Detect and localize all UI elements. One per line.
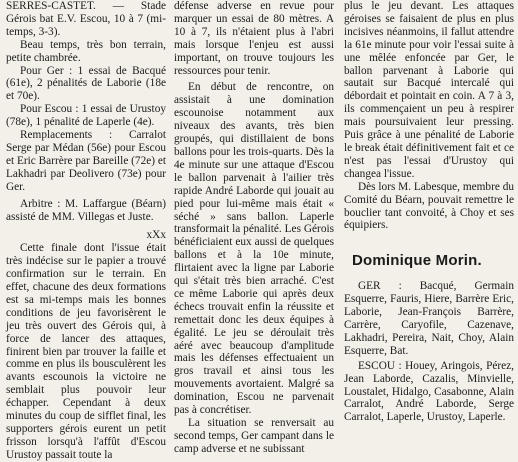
escou-scoring: Pour Escou : 1 essai de Urustoy (78e), 1 pénalité de Laperle (4e).: [6, 103, 166, 129]
article-body-6: Dès lors M. Labesque, membre du Comité du Béarn, pouvait remettre le bouclier tant convoité, à Choy et ses équipiers.: [344, 180, 514, 232]
escou-lineup: ESCOU : Houey, Aringois, Pérez, Jean Laborde, Cazalis, Minvielle, Loustalet, Hidalgo, Casabonne, Alain Carralot, André Laborde, Serge Carralot, Laperle, Urustoy, Laperle.: [344, 359, 514, 424]
column-2: [174, 0, 335, 455]
ger-scoring: Pour Ger : 1 essai de Bacqué (61e), 2 pénalités de Laborie (18e et 70e).: [6, 64, 166, 103]
author-byline: Dominique Morin.: [352, 252, 482, 270]
referee: Arbitre : M. Laffargue (Béarn) assisté de MM. Villegas et Juste.: [6, 197, 166, 223]
column-1: [6, 0, 166, 461]
article-body-2: défense adverse en revue pour marquer un essai de 80 mètres. A 10 à 7, ils n'étaient plus à l'abri mais lorsque l'enjeu est aussi important, on trouve toujours les ressources pour tenir.: [174, 0, 334, 77]
replacements: Remplacements : Carralot Serge par Médan (56e) pour Escou et Eric Barrère par Bareille (72e) et Lakhadri par Deolivero (73e) pour Ger.: [6, 129, 166, 193]
referee-mark: xXx: [146, 229, 166, 242]
article-body-5: plus le jeu devant. Les attaques géroises se faisaient de plus en plus incisives néanmoins, il fallut attendre la 61e minute pour voir l'essai suite à une mêlée enfoncée par Ger, le ballon parvenant à Laborie qui sautait sur Bacqué intercalé qui débordait et pointait en coin. A 7 à 3, ils commençaient un peu à respirer mais poursuivaient leur pressing. Puis grâce à une pénalité de Laborie le break était définitivement fait et ce n'est pas l'essai d'Urustoy qui changea l'issue.: [344, 0, 514, 180]
article-body-1: Cette finale dont l'issue était très indécise sur le papier a trouvé confirmation sur le terrain. En effet, chacune des deux formations est sa mi-temps mais les bonnes conditions de jeu favorisèrent le jeu très ouvert des Gérois qui, à force de lancer des attaques, finirent bien par trouver la faille et comme en plus ils bousculèrent les avants escounois la victoire ne semblait plus pouvoir leur échapper. Cependant à deux minutes du coup de sifflet final, les supporters gérois eurent un petit frisson lorsqu'à l'affût d'Escou Urustoy passait toute la: [6, 242, 166, 461]
column-3: [344, 0, 514, 424]
ger-lineup: GER : Bacqué, Germain Esquerre, Fauris, Hiere, Barrère Eric, Laborie, Jean-François Barrère, Carrère, Caryofile, Cazenave, Lakhadri, Pereira, Nait, Choy, Alain Esquerre, Bat.: [344, 280, 514, 357]
article-body-3: En début de rencontre, on assistait à une domination escounoise notamment aux niveaux des avants, très bien groupés, qui distillaient de bons ballons pour les trois-quarts. Dès la 4e minute sur une attaque d'Escou le ballon parvenait à l'ailier très rapide André Laborde qui jouait au pied pour lui-même mais était « séché » sans ballon. Laperle transformait la pénalité. Les Gérois bénéficiaient eux aussi de quelques ballons et à la 10e minute, flirtaient avec la ligne par Laborie qui s'était très bien arraché. C'est ce même Laborie qui après deux échecs trouvait enfin la réussite et remettait donc les deux équipes à égalité. Le jeu se déroulait très aéré avec beaucoup d'amplitude mais les défenses effectuaient un gros travail et ainsi tous les mouvements avortaient. Malgré sa domination, Escou ne parvenait pas à concrétiser.: [174, 81, 335, 417]
match-conditions: Beau temps, très bon terrain, petite chambrée.: [6, 38, 166, 64]
article-body-4: La situation se renversait au second temps, Ger campant dans le camp adverse et ne subissant: [174, 417, 334, 455]
match-header: SERRES-CASTET. — Stade Gérois bat E.V. Escou, 10 à 7 (mi-temps, 3-3).: [6, 0, 166, 38]
